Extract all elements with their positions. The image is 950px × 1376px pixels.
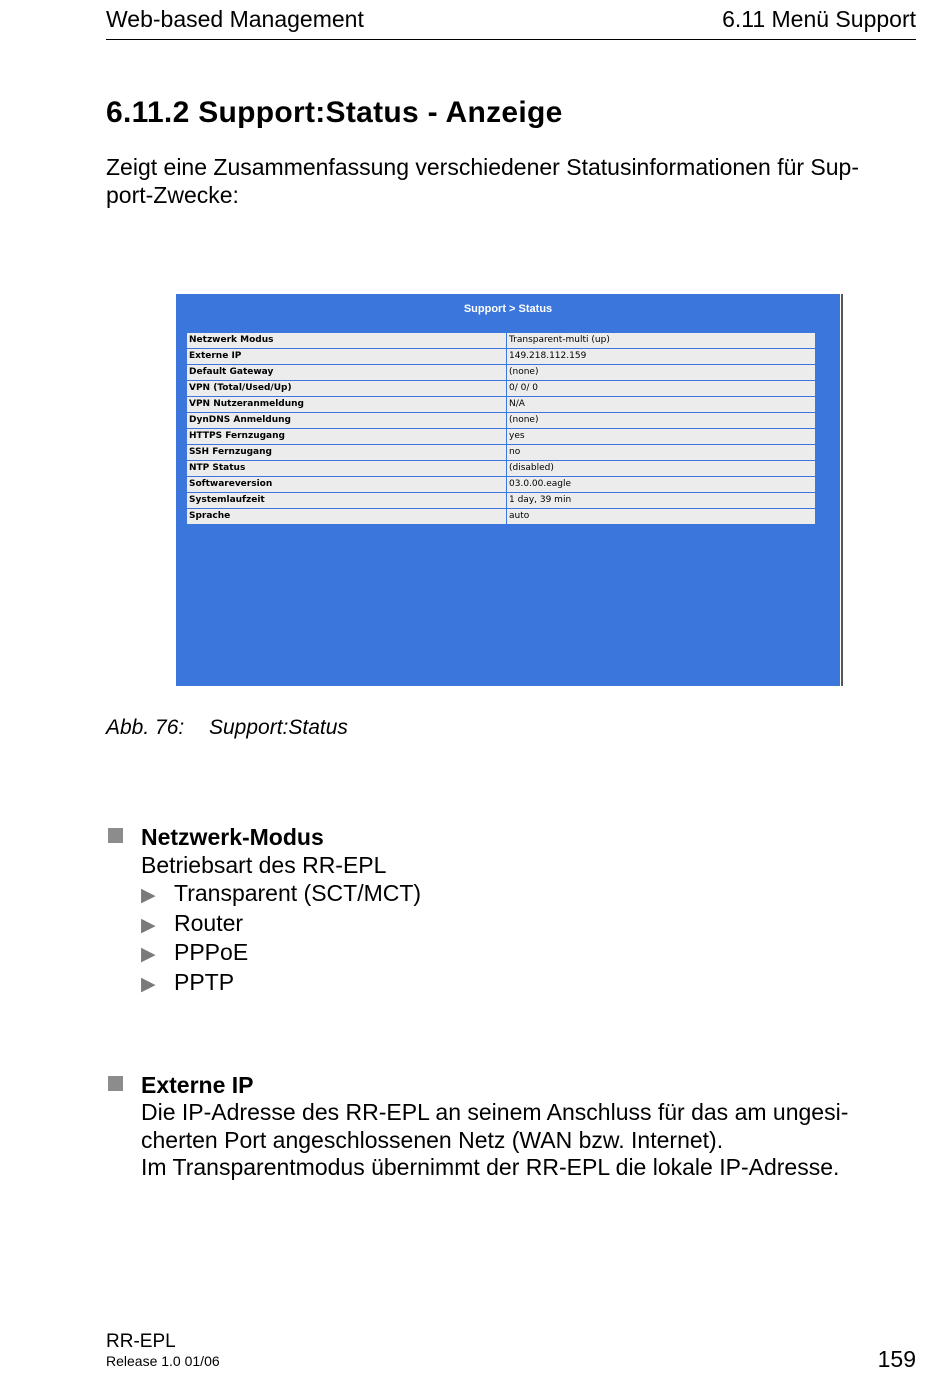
status-row (187, 413, 816, 429)
header-rule (106, 39, 916, 40)
status-value: Transparent-multi (up) (507, 333, 816, 349)
status-key: Default Gateway (187, 365, 507, 381)
status-row (187, 381, 816, 397)
footer-release: Release 1.0 01/06 (106, 1353, 220, 1369)
status-key: Systemlaufzeit (187, 493, 507, 509)
caption-text: Support:Status (209, 716, 348, 739)
status-value: (none) (507, 413, 816, 429)
status-key: HTTPS Fernzugang (187, 429, 507, 445)
status-value: N/A (507, 397, 816, 413)
section-title: 6.11.2 Support:Status - Anzeige (106, 96, 563, 129)
netzwerk-modus-options (141, 880, 421, 998)
status-value: yes (507, 429, 816, 445)
status-value: (disabled) (507, 461, 816, 477)
status-row (187, 333, 816, 349)
status-key: NTP Status (187, 461, 507, 477)
description-line: Im Transparentmodus übernimmt der RR-EPL die lokale IP-Adresse. (141, 1154, 840, 1180)
status-row (187, 509, 816, 525)
intro-line: port-Zwecke: (106, 182, 239, 208)
status-key: VPN (Total/Used/Up) (187, 381, 507, 397)
status-key: Sprache (187, 509, 507, 525)
status-row (187, 397, 816, 413)
intro-paragraph (106, 153, 916, 209)
status-value: auto (507, 509, 816, 525)
status-key: VPN Nutzeranmeldung (187, 397, 507, 413)
netzwerk-modus-description: Betriebsart des RR-EPL (141, 852, 387, 878)
option-item (141, 880, 421, 910)
status-key: DynDNS Anmeldung (187, 413, 507, 429)
status-row (187, 461, 816, 477)
triangle-right-icon: ▶ (141, 885, 156, 906)
externe-ip-description (141, 1099, 916, 1182)
status-row (187, 477, 816, 493)
status-value: 149.218.112.159 (507, 349, 816, 365)
status-value: (none) (507, 365, 816, 381)
term-netzwerk-modus: Netzwerk-Modus (141, 824, 324, 850)
status-row (187, 429, 816, 445)
option-item (141, 969, 421, 999)
status-value: no (507, 445, 816, 461)
status-key: SSH Fernzugang (187, 445, 507, 461)
screenshot-title: Support > Status (463, 303, 553, 315)
option-item (141, 910, 421, 940)
description-line: cherten Port angeschlossenen Netz (WAN bzw. Internet). (141, 1126, 724, 1153)
page-number: 159 (877, 1346, 916, 1372)
term-externe-ip: Externe IP (141, 1072, 254, 1098)
status-row (187, 445, 816, 461)
figure-caption (106, 716, 348, 740)
option-label: Transparent (SCT/MCT) (174, 880, 422, 906)
caption-label: Abb. 76: (106, 716, 185, 739)
screenshot-border (841, 294, 843, 686)
triangle-right-icon: ▶ (141, 914, 156, 936)
status-key: Netzwerk Modus (187, 333, 507, 349)
option-label: PPPoE (174, 939, 249, 965)
square-bullet-icon (108, 828, 123, 843)
triangle-right-icon: ▶ (141, 944, 156, 965)
footer-product: RR-EPL (106, 1331, 176, 1352)
status-table (186, 332, 816, 525)
running-header-left: Web-based Management (106, 6, 364, 32)
status-row (187, 365, 816, 381)
option-label: Router (174, 909, 244, 936)
intro-line: Zeigt eine Zusammenfassung verschiedener Statusinformationen für Sup- (106, 154, 860, 180)
option-label: PPTP (174, 968, 235, 995)
square-bullet-icon (108, 1076, 123, 1091)
status-value: 0/ 0/ 0 (507, 381, 816, 397)
status-value: 1 day, 39 min (507, 493, 816, 509)
status-screenshot (176, 294, 840, 686)
status-key: Softwareversion (187, 477, 507, 493)
status-row (187, 493, 816, 509)
running-header-right: 6.11 Menü Support (722, 6, 916, 32)
status-key: Externe IP (187, 349, 507, 365)
status-value: 03.0.00.eagle (507, 477, 816, 493)
option-item (141, 939, 421, 969)
triangle-right-icon: ▶ (141, 973, 156, 995)
description-line: Die IP-Adresse des RR-EPL an seinem Anschluss für das am ungesi- (141, 1099, 849, 1125)
status-row (187, 349, 816, 365)
